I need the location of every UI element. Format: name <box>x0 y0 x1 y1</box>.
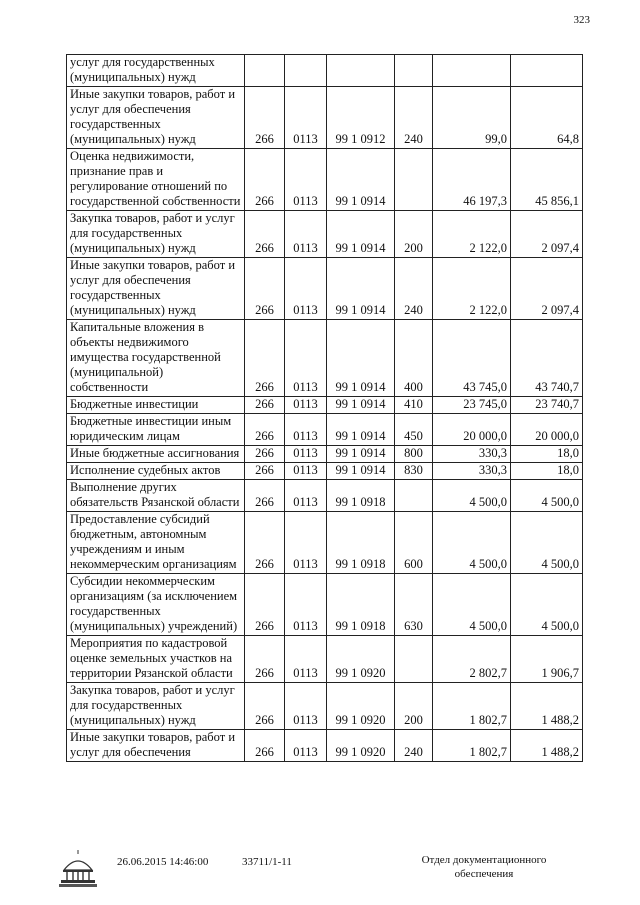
row-plan-amount: 46 197,3 <box>433 149 511 211</box>
row-target-code <box>327 55 395 87</box>
row-actual-amount: 4 500,0 <box>511 512 583 574</box>
row-section-code: 0113 <box>285 574 327 636</box>
table-row <box>67 55 583 87</box>
row-admin-code: 266 <box>245 414 285 446</box>
row-plan-amount: 2 122,0 <box>433 258 511 320</box>
table-row <box>67 574 583 636</box>
row-name: Капитальные вложения в объекты недвижимого имущества государственной (муниципальной) собственности <box>67 320 245 397</box>
row-admin-code <box>245 55 285 87</box>
row-admin-code: 266 <box>245 258 285 320</box>
row-target-code: 99 1 0914 <box>327 397 395 414</box>
row-plan-amount: 330,3 <box>433 446 511 463</box>
row-actual-amount: 4 500,0 <box>511 574 583 636</box>
row-name: Закупка товаров, работ и услуг для государственных (муниципальных) нужд <box>67 211 245 258</box>
table-row <box>67 446 583 463</box>
row-expense-type: 830 <box>395 463 433 480</box>
row-admin-code: 266 <box>245 480 285 512</box>
table-row <box>67 636 583 683</box>
row-expense-type: 800 <box>395 446 433 463</box>
row-name: Субсидии некоммерческим организациям (за исключением государственных (муниципальных) учреждений) <box>67 574 245 636</box>
footer-doc-id: 33711/1-11 <box>242 856 292 868</box>
row-expense-type: 200 <box>395 211 433 258</box>
row-target-code: 99 1 0918 <box>327 574 395 636</box>
row-target-code: 99 1 0912 <box>327 87 395 149</box>
table-row <box>67 512 583 574</box>
row-target-code: 99 1 0914 <box>327 149 395 211</box>
page-number: 323 <box>573 14 590 26</box>
duma-emblem-icon <box>58 850 98 888</box>
table-row <box>67 463 583 480</box>
row-plan-amount: 1 802,7 <box>433 730 511 762</box>
row-section-code: 0113 <box>285 463 327 480</box>
row-section-code: 0113 <box>285 414 327 446</box>
row-section-code: 0113 <box>285 320 327 397</box>
row-actual-amount: 20 000,0 <box>511 414 583 446</box>
row-expense-type: 240 <box>395 258 433 320</box>
table-row <box>67 87 583 149</box>
row-plan-amount: 4 500,0 <box>433 574 511 636</box>
row-plan-amount: 20 000,0 <box>433 414 511 446</box>
row-actual-amount: 45 856,1 <box>511 149 583 211</box>
table-row <box>67 320 583 397</box>
row-plan-amount: 330,3 <box>433 463 511 480</box>
table-row <box>67 397 583 414</box>
row-plan-amount: 4 500,0 <box>433 512 511 574</box>
row-name: Закупка товаров, работ и услуг для государственных (муниципальных) нужд <box>67 683 245 730</box>
row-plan-amount: 43 745,0 <box>433 320 511 397</box>
row-section-code: 0113 <box>285 87 327 149</box>
row-name: Бюджетные инвестиции иным юридическим лицам <box>67 414 245 446</box>
row-name: Оценка недвижимости, признание прав и регулирование отношений по государственной собственности <box>67 149 245 211</box>
row-actual-amount: 18,0 <box>511 446 583 463</box>
row-name: услуг для государственных (муниципальных) нужд <box>67 55 245 87</box>
row-target-code: 99 1 0914 <box>327 320 395 397</box>
row-admin-code: 266 <box>245 730 285 762</box>
row-section-code: 0113 <box>285 636 327 683</box>
row-name: Иные закупки товаров, работ и услуг для обеспечения государственных (муниципальных) нужд <box>67 87 245 149</box>
row-expense-type: 240 <box>395 87 433 149</box>
row-section-code: 0113 <box>285 258 327 320</box>
row-expense-type: 600 <box>395 512 433 574</box>
table-row <box>67 480 583 512</box>
table-row <box>67 258 583 320</box>
row-target-code: 99 1 0920 <box>327 730 395 762</box>
row-name: Выполнение других обязательств Рязанской области <box>67 480 245 512</box>
row-section-code: 0113 <box>285 683 327 730</box>
row-target-code: 99 1 0914 <box>327 446 395 463</box>
row-expense-type: 410 <box>395 397 433 414</box>
row-section-code: 0113 <box>285 480 327 512</box>
row-plan-amount: 2 122,0 <box>433 211 511 258</box>
row-actual-amount: 1 488,2 <box>511 730 583 762</box>
row-actual-amount: 1 488,2 <box>511 683 583 730</box>
table-row <box>67 730 583 762</box>
row-actual-amount: 43 740,7 <box>511 320 583 397</box>
row-section-code: 0113 <box>285 149 327 211</box>
row-name: Исполнение судебных актов <box>67 463 245 480</box>
row-actual-amount: 23 740,7 <box>511 397 583 414</box>
row-target-code: 99 1 0914 <box>327 463 395 480</box>
row-admin-code: 266 <box>245 636 285 683</box>
row-section-code: 0113 <box>285 397 327 414</box>
row-target-code: 99 1 0920 <box>327 683 395 730</box>
row-name: Предоставление субсидий бюджетным, автономным учреждениям и иным некоммерческим организациям <box>67 512 245 574</box>
row-expense-type: 630 <box>395 574 433 636</box>
row-plan-amount: 4 500,0 <box>433 480 511 512</box>
row-admin-code: 266 <box>245 683 285 730</box>
row-actual-amount: 2 097,4 <box>511 258 583 320</box>
row-section-code: 0113 <box>285 446 327 463</box>
row-admin-code: 266 <box>245 211 285 258</box>
row-name: Мероприятия по кадастровой оценке земельных участков на территории Рязанской области <box>67 636 245 683</box>
row-expense-type: 400 <box>395 320 433 397</box>
row-section-code: 0113 <box>285 512 327 574</box>
row-actual-amount: 2 097,4 <box>511 211 583 258</box>
table-row <box>67 683 583 730</box>
row-expense-type: 450 <box>395 414 433 446</box>
row-admin-code: 266 <box>245 574 285 636</box>
table-row <box>67 149 583 211</box>
row-section-code: 0113 <box>285 730 327 762</box>
row-section-code: 0113 <box>285 211 327 258</box>
row-name: Иные бюджетные ассигнования <box>67 446 245 463</box>
row-section-code <box>285 55 327 87</box>
row-admin-code: 266 <box>245 446 285 463</box>
budget-table <box>66 54 583 762</box>
row-target-code: 99 1 0920 <box>327 636 395 683</box>
row-expense-type <box>395 55 433 87</box>
row-expense-type: 240 <box>395 730 433 762</box>
row-target-code: 99 1 0914 <box>327 211 395 258</box>
row-admin-code: 266 <box>245 87 285 149</box>
row-target-code: 99 1 0918 <box>327 480 395 512</box>
row-admin-code: 266 <box>245 512 285 574</box>
row-actual-amount: 1 906,7 <box>511 636 583 683</box>
row-actual-amount: 4 500,0 <box>511 480 583 512</box>
table-row <box>67 414 583 446</box>
row-expense-type <box>395 149 433 211</box>
row-actual-amount: 64,8 <box>511 87 583 149</box>
row-plan-amount <box>433 55 511 87</box>
row-target-code: 99 1 0914 <box>327 258 395 320</box>
row-admin-code: 266 <box>245 397 285 414</box>
row-name: Бюджетные инвестиции <box>67 397 245 414</box>
row-admin-code: 266 <box>245 463 285 480</box>
row-admin-code: 266 <box>245 320 285 397</box>
footer-date: 26.06.2015 14:46:00 <box>117 856 209 868</box>
row-admin-code: 266 <box>245 149 285 211</box>
row-expense-type <box>395 480 433 512</box>
row-actual-amount <box>511 55 583 87</box>
row-target-code: 99 1 0914 <box>327 414 395 446</box>
footer-department: Отдел документационного обеспечения <box>421 854 547 880</box>
row-plan-amount: 99,0 <box>433 87 511 149</box>
row-plan-amount: 1 802,7 <box>433 683 511 730</box>
row-actual-amount: 18,0 <box>511 463 583 480</box>
row-plan-amount: 2 802,7 <box>433 636 511 683</box>
row-target-code: 99 1 0918 <box>327 512 395 574</box>
table-row <box>67 211 583 258</box>
row-expense-type <box>395 636 433 683</box>
row-name: Иные закупки товаров, работ и услуг для обеспечения государственных (муниципальных) нужд <box>67 258 245 320</box>
row-name: Иные закупки товаров, работ и услуг для обеспечения <box>67 730 245 762</box>
row-expense-type: 200 <box>395 683 433 730</box>
row-plan-amount: 23 745,0 <box>433 397 511 414</box>
